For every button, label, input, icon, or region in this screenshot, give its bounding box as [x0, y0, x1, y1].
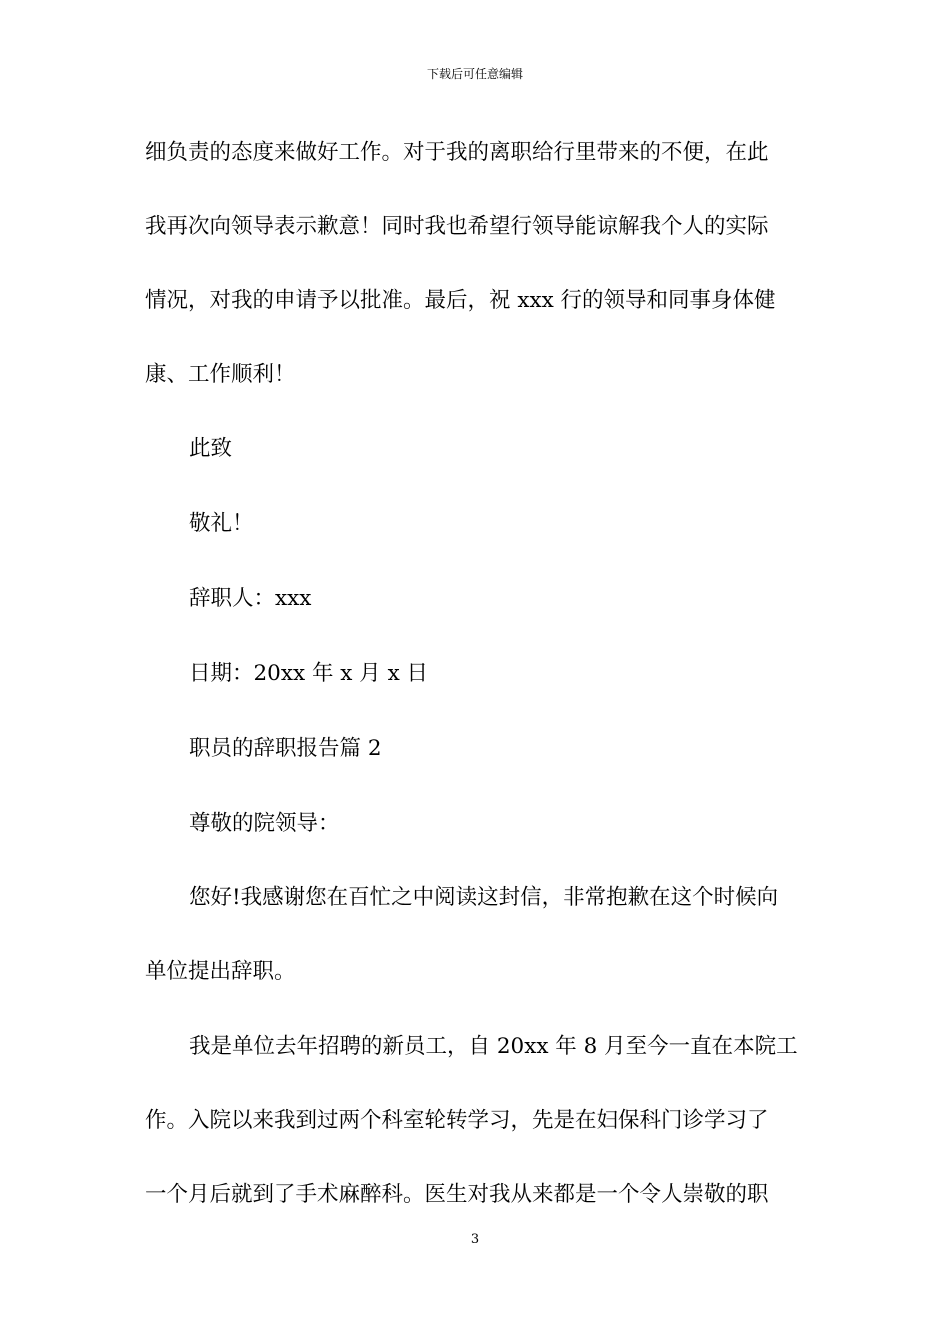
body-line: 作。入院以来我到过两个科室轮转学习，先是在妇保科门诊学习了: [145, 1108, 769, 1133]
body-line: 我再次向领导表示歉意！同时我也希望行领导能谅解我个人的实际: [145, 214, 769, 239]
greeting-line: 尊敬的院领导：: [189, 811, 340, 836]
body-line: 细负责的态度来做好工作。对于我的离职给行里带来的不便，在此: [145, 140, 769, 165]
closing-salutation: 此致: [189, 436, 233, 461]
section-heading: 职员的辞职报告篇 2: [189, 736, 382, 761]
date-line: 日期：20xx 年 x 月 x 日: [189, 661, 429, 686]
body-line: 我是单位去年招聘的新员工，自 20xx 年 8 月至今一直在本院工: [189, 1034, 798, 1059]
body-line: 您好!我感谢您在百忙之中阅读这封信，非常抱歉在这个时候向: [189, 885, 779, 910]
page-header: 下载后可任意编辑: [426, 67, 523, 81]
signature-line: 辞职人：xxx: [189, 586, 312, 611]
body-line: 一个月后就到了手术麻醉科。医生对我从来都是一个令人崇敬的职: [145, 1182, 769, 1207]
body-line: 情况，对我的申请予以批准。最后，祝 xxx 行的领导和同事身体健: [145, 288, 776, 313]
closing-regards: 敬礼！: [189, 511, 254, 536]
body-line: 单位提出辞职。: [145, 959, 296, 984]
body-line: 康、工作顺利！: [145, 362, 296, 387]
page-number: 3: [470, 1232, 480, 1247]
